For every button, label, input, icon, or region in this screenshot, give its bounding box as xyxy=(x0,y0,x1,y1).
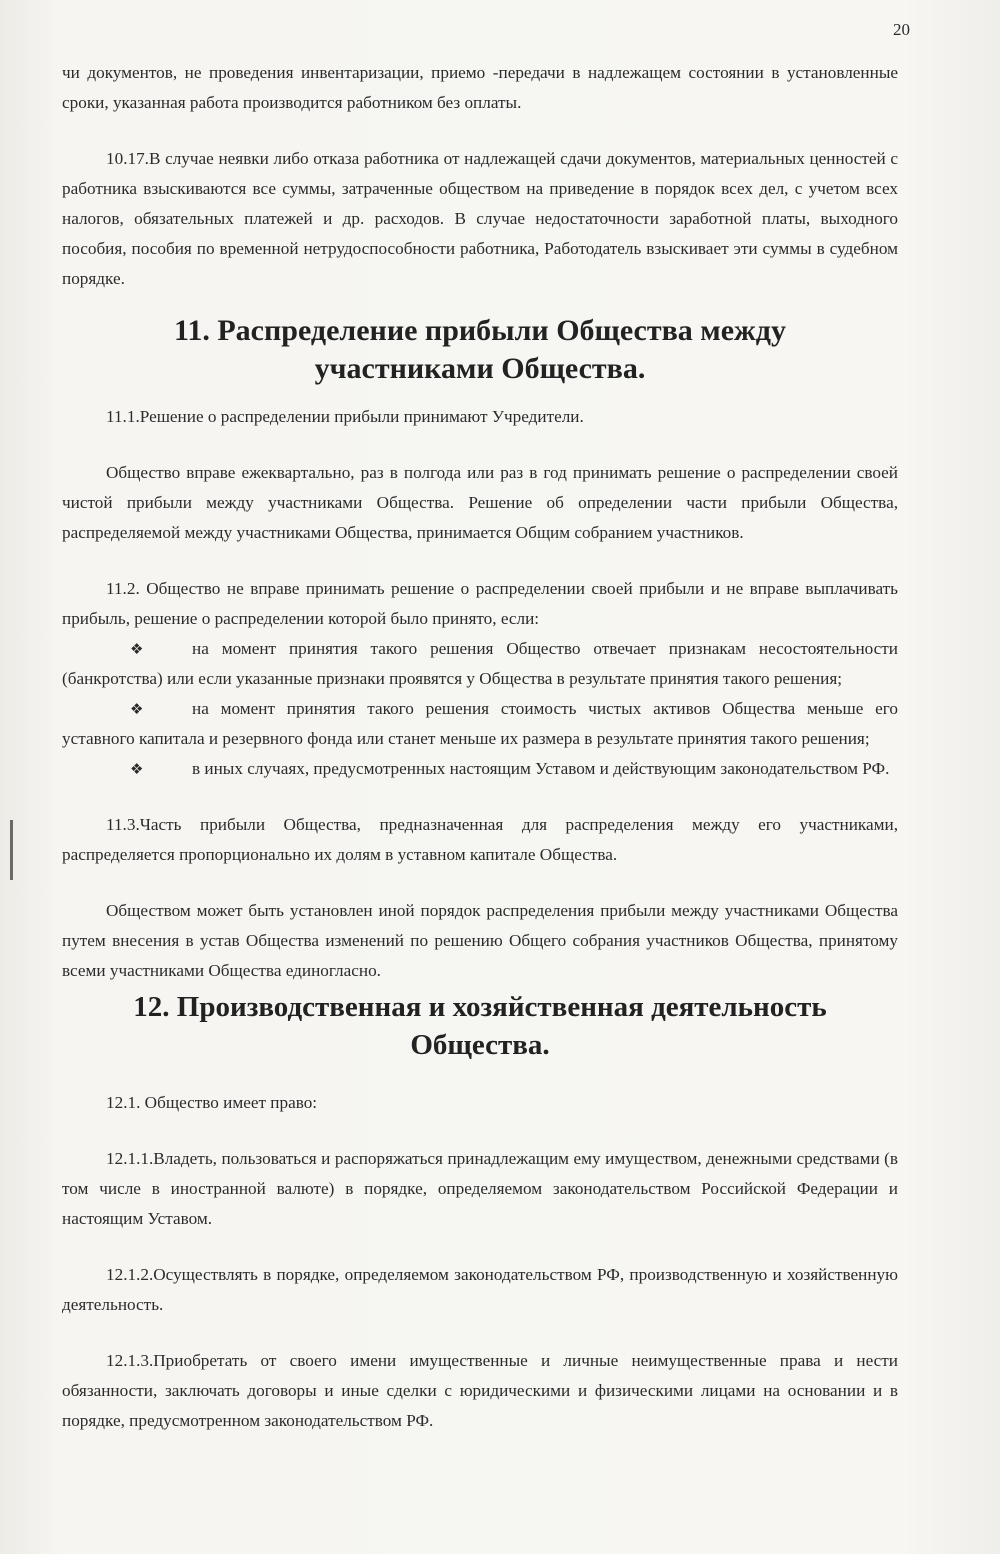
page-edge-mark xyxy=(10,820,13,880)
bullet-icon: ❖ xyxy=(130,700,144,718)
section-11-heading xyxy=(62,312,898,388)
section-11-title-line2: участниками Общества. xyxy=(314,352,646,385)
paragraph-12-1: 12.1. Общество имеет право: xyxy=(106,1093,318,1112)
paragraph-11-3-detail: Обществом может быть установлен иной порядок распределения прибыли между участниками Общества путем внесения в устав Общества изменений по решению Общего собрания участников Общества, принятому всеми участниками Общества единогласно. xyxy=(62,901,898,980)
paragraph-10-17: 10.17.В случае неявки либо отказа работника от надлежащей сдачи документов, материальных ценностей с работника взыскиваются все суммы, затраченные обществом на приведение в порядок всех дел, с учетом всех налогов, обязательных платежей и др. расходов. В случае недостаточности заработной платы, выходного пособия, пособия по временной нетрудоспособности работника, Работодатель взыскивает эти суммы в судебном порядке. xyxy=(62,149,898,288)
bullet-text-3: в иных случаях, предусмотренных настоящим Уставом и действующим законодательством РФ. xyxy=(192,759,890,778)
bullet-text-1: на момент принятия такого решения Общество отвечает признакам несостоятельности (банкротства) или если указанные признаки проявятся у Общества в результате принятия такого решения; xyxy=(62,639,898,688)
section-12-heading: 12. Производственная и хозяйственная деятельность Общества. xyxy=(133,991,827,1061)
paragraph-11-3: 11.3.Часть прибыли Общества, предназначенная для распределения между его участниками, распределяется пропорционально их долям в уставном капитале Общества. xyxy=(62,815,898,864)
paragraph-11-1-detail: Общество вправе ежеквартально, раз в полгода или раз в год принимать решение о распределении своей чистой прибыли между участниками Общества. Решение об определении части прибыли Общества, распределяемой между участниками Общества, принимается Общим собранием участников. xyxy=(62,463,898,542)
paragraph-12-1-2: 12.1.2.Осуществлять в порядке, определяемом законодательством РФ, производственную и хозяйственную деятельность. xyxy=(62,1265,898,1314)
paragraph-12-1-3: 12.1.3.Приобретать от своего имени имущественные и личные неимущественные права и нести обязанности, заключать договоры и иные сделки с юридическими и физическими лицами на основании и в порядке, предусмотренном законодательством РФ. xyxy=(62,1351,898,1430)
paragraph-11-1: 11.1.Решение о распределении прибыли принимают Учредители. xyxy=(106,407,584,426)
bullet-text-2: на момент принятия такого решения стоимость чистых активов Общества меньше его уставного капитала и резервного фонда или станет меньше их размера в результате принятия такого решения; xyxy=(62,699,898,748)
bullet-icon: ❖ xyxy=(130,760,144,778)
page-number: 20 xyxy=(893,20,910,39)
paragraph-10-16-end: чи документов, не проведения инвентаризации, приемо -передачи в надлежащем состоянии в установленные сроки, указанная работа производится работником без оплаты. xyxy=(62,63,898,112)
section-11-title-line1: 11. Распределение прибыли Общества между xyxy=(174,314,786,347)
bullet-icon: ❖ xyxy=(130,640,144,658)
paragraph-12-1-1: 12.1.1.Владеть, пользоваться и распоряжаться принадлежащим ему имуществом, денежными средствами (в том числе в иностранной валюте) в порядке, определяемом законодательством Российской Федерации и настоящим Уставом. xyxy=(62,1149,898,1228)
page-content xyxy=(62,58,898,1436)
paragraph-11-2: 11.2. Общество не вправе принимать решение о распределении своей прибыли и не вправе выплачивать прибыль, решение о распределении которой было принято, если: xyxy=(62,579,898,628)
list-item xyxy=(62,694,898,754)
list-item xyxy=(62,634,898,694)
list-item xyxy=(62,754,898,784)
